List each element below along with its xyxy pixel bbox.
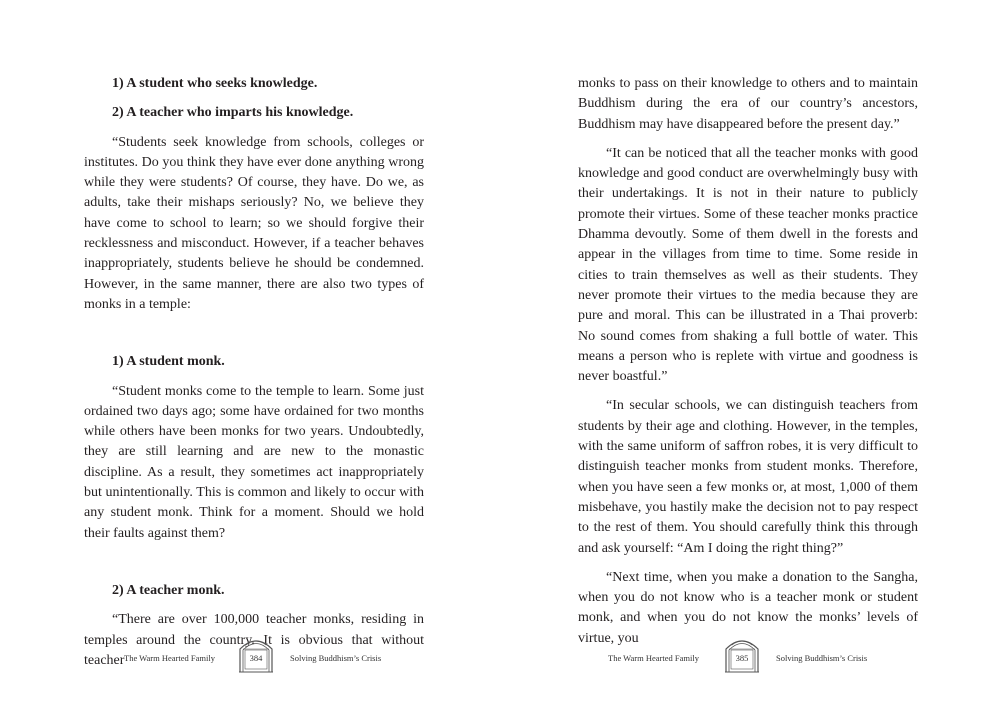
right-page	[500, 0, 1000, 707]
page-number: 385	[735, 653, 749, 663]
footer-chapter-title: Solving Buddhism’s Crisis	[290, 653, 382, 663]
body-paragraph: “It can be noticed that all the teacher monks with good knowledge and good conduct are overwhelmingly busy with their undertakings. It is not in their nature to publicly promote their virtues. Some of these teacher monks practice Dhamma devoutly. Some of them dwell in the forests and appear in the villages from time to time. Some reside in cities to train themselves as well as their students. They never promote their virtues to the media because they are pure and moral. This can be illustrated in a Thai proverb: No sound comes from shaking a full bottle of water. This means a person who is replete with virtue and goodness is never boastful.”	[578, 145, 918, 385]
list-heading: 1) A student who seeks knowledge.	[112, 76, 318, 91]
page-number: 384	[249, 653, 263, 663]
body-paragraph: “Students seek knowledge from schools, colleges or institutes. Do you think they have ever done anything wrong while they were students? Of course, they have. Do we, as adults, take their mishaps seriously? No, we believe they have come to school to learn; so we should forgive their recklessness and misconduct. However, if a teacher behaves inappropriately, students believe he should be condemned. However, in the same manner, there are also two types of monks in a temple:	[84, 134, 424, 312]
right-page-text	[578, 74, 918, 658]
footer-book-title: The Warm Hearted Family	[124, 653, 215, 663]
left-page-text	[84, 74, 424, 680]
body-paragraph: “In secular schools, we can distinguish teachers from students by their age and clothing. However, in the temples, with the same uniform of saffron robes, it is very difficult to distinguish teacher monks from student monks. Therefore, when you have seen a few monks or, at most, 1,000 of them misbehave, you hastily make the decision not to pay respect to the rest of them. You should carefully think this through and ask yourself: “Am I doing the right thing?”	[578, 398, 918, 556]
footer-book-title: The Warm Hearted Family	[608, 653, 699, 663]
section-heading: 2) A teacher monk.	[112, 582, 225, 598]
page-footer	[0, 635, 500, 675]
footer-chapter-title: Solving Buddhism’s Crisis	[776, 653, 868, 663]
body-paragraph: “Next time, when you make a donation to the Sangha, when you do not know who is a teacher monk or student monk, and when you do not know the monks’ levels of virtue, you	[578, 569, 918, 646]
body-paragraph: “Student monks come to the temple to learn. Some just ordained two days ago; some have ordained for two months while others have been monks for two years. Undoubtedly, they are still learning and are new to the monastic discipline. As a result, they sometimes act inappropriately but unintentionally. This is common and likely to occur with any student monk. Think for a moment. Should we hold their faults against them?	[84, 383, 424, 541]
temple-arch-icon	[237, 635, 275, 673]
temple-arch-icon	[723, 635, 761, 673]
page-footer	[500, 635, 1000, 675]
body-paragraph: “There are over 100,000 teacher monks, residing in temples around the country. It is obvious that without teacher	[84, 612, 424, 668]
section-heading: 1) A student monk.	[112, 354, 225, 370]
body-paragraph: monks to pass on their knowledge to others and to maintain Buddhism during the era of our country’s ancestors, Buddhism may have disappeared before the present day.”	[578, 76, 918, 132]
list-heading: 2) A teacher who imparts his knowledge.	[112, 105, 354, 121]
